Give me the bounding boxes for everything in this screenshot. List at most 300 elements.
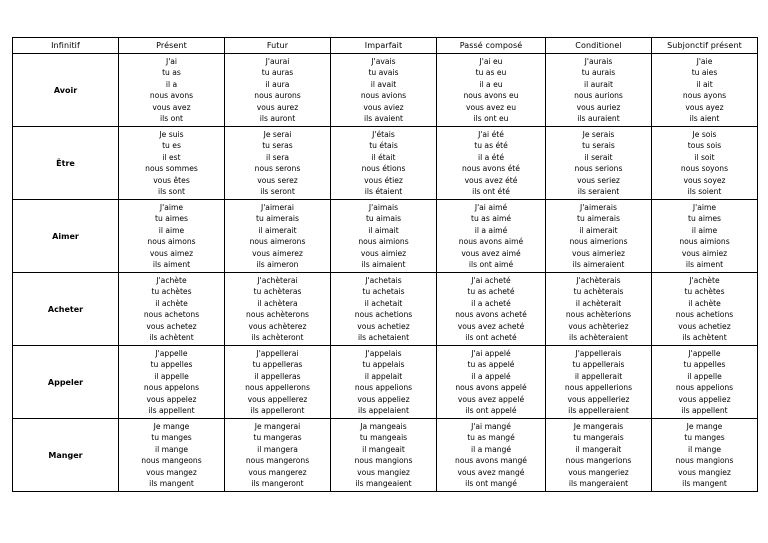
conjugated-form: il avait — [370, 79, 397, 89]
conjugated-form: tu as aimé — [470, 214, 512, 224]
conjugation-forms — [546, 201, 651, 271]
conjugation-forms — [652, 55, 757, 125]
conjugated-form: il a eu — [479, 79, 503, 89]
table-row — [13, 200, 758, 273]
conjugated-form: ils appellent — [681, 405, 728, 415]
conjugated-form: il achète — [155, 298, 188, 308]
conjugated-form: vous avez aimé — [461, 248, 521, 258]
conjugated-form: tu mangeras — [253, 433, 302, 443]
cell-present — [119, 200, 225, 273]
conjugated-form: J'achetais — [365, 276, 402, 285]
conjugated-form: J'aurais — [584, 57, 613, 66]
conjugated-form: il mangeait — [362, 444, 405, 454]
conjugated-form: tu aimais — [365, 214, 402, 224]
conjugated-form: nous aurons — [254, 91, 301, 101]
conjugated-form: vous achèteriez — [568, 321, 629, 331]
conjugated-form: vous achetez — [146, 321, 197, 331]
conjugated-form: ils achètent — [682, 332, 727, 342]
conjugated-form: ils appelaient — [358, 405, 409, 415]
conjugated-form: il mangera — [257, 444, 298, 454]
infinitive-cell: Être — [13, 127, 119, 200]
conjugation-forms — [437, 420, 545, 490]
conjugated-form: vous mangiez — [678, 467, 731, 477]
conjugated-form: vous mangerez — [248, 467, 307, 477]
conjugated-form: Je mange — [153, 422, 190, 431]
conjugated-form: il soit — [694, 152, 715, 162]
conjugated-form: J'achète — [156, 276, 187, 285]
conjugation-forms — [652, 347, 757, 417]
conjugation-forms — [119, 274, 224, 344]
conjugated-form: Je sois — [692, 130, 717, 139]
conjugated-form: ils ont eu — [473, 113, 509, 123]
conjugated-form: nous étions — [361, 164, 406, 174]
cell-imparfait — [331, 273, 437, 346]
conjugated-form: nous aimerons — [249, 237, 306, 247]
cell-subjonctif — [652, 273, 758, 346]
conjugated-form: tu manges — [684, 433, 725, 443]
conjugated-form: il appelle — [687, 371, 722, 381]
conjugated-form: tu as acheté — [467, 287, 515, 297]
conjugated-form: tu aurais — [581, 68, 616, 78]
conjugated-form: Je suis — [159, 130, 184, 139]
conjugation-sheet — [12, 37, 757, 492]
conjugated-form: ils seraient — [577, 186, 620, 196]
cell-imparfait — [331, 54, 437, 127]
conjugated-form: tu achètes — [684, 287, 725, 297]
conjugated-form: tu manges — [151, 433, 192, 443]
conjugated-form: tu appelles — [683, 360, 726, 370]
cell-passe-compose — [437, 273, 546, 346]
conjugation-forms — [225, 128, 330, 198]
conjugated-form: Je mangerais — [573, 422, 624, 431]
conjugated-form: ils aimeron — [256, 259, 299, 269]
conjugation-forms — [546, 347, 651, 417]
conjugated-form: nous appellerons — [245, 383, 310, 393]
conjugated-form: vous étiez — [364, 175, 403, 185]
conjugated-form: ils aient — [689, 113, 720, 123]
conjugated-form: vous avez eu — [465, 102, 517, 112]
conjugation-forms — [225, 274, 330, 344]
conjugated-form: J'ai aimé — [474, 203, 508, 212]
conjugated-form: ils ont appelé — [465, 405, 517, 415]
conjugated-form: il a appelé — [471, 371, 511, 381]
conjugated-form: vous avez acheté — [457, 321, 525, 331]
conjugated-form: ils mangeraient — [568, 478, 629, 488]
conjugated-form: vous ayez — [685, 102, 724, 112]
conjugation-forms — [437, 201, 545, 271]
conjugated-form: vous aimiez — [681, 248, 728, 258]
conjugated-form: il mangerait — [575, 444, 622, 454]
conjugated-form: tu auras — [261, 68, 294, 78]
conjugated-form: tu mangerais — [573, 433, 624, 443]
conjugated-form: nous appellerions — [564, 383, 633, 393]
conjugated-form: nous aimions — [679, 237, 730, 247]
conjugation-forms — [225, 201, 330, 271]
conjugated-form: tu appelais — [362, 360, 405, 370]
conjugated-form: il a mangé — [470, 444, 512, 454]
conjugated-form: ils aiment — [685, 259, 724, 269]
cell-imparfait — [331, 419, 437, 492]
header-present: Présent — [119, 38, 225, 54]
conjugated-form: ils mangent — [149, 478, 194, 488]
infinitive-cell: Aimer — [13, 200, 119, 273]
conjugated-form: ils achèteraient — [569, 332, 628, 342]
conjugated-form: tu appelleras — [252, 360, 303, 370]
conjugated-form: nous mangeons — [141, 456, 202, 466]
conjugated-form: vous mangiez — [357, 467, 410, 477]
conjugated-form: J'aie — [696, 57, 713, 66]
conjugation-forms — [225, 347, 330, 417]
conjugated-form: tu mangeais — [359, 433, 408, 443]
conjugated-form: nous appelons — [143, 383, 200, 393]
conjugated-form: tu appellerais — [572, 360, 625, 370]
conjugated-form: J'aime — [692, 203, 717, 212]
conjugated-form: nous mangions — [354, 456, 413, 466]
conjugation-forms — [546, 128, 651, 198]
header-infinitif: Infinitif — [13, 38, 119, 54]
cell-subjonctif — [652, 54, 758, 127]
header-subjonctif: Subjonctif présent — [652, 38, 758, 54]
conjugated-form: ils soient — [687, 186, 722, 196]
cell-present — [119, 127, 225, 200]
conjugated-form: ils appellent — [148, 405, 195, 415]
conjugated-form: J'ai été — [478, 130, 504, 139]
conjugated-form: Je mangerai — [254, 422, 301, 431]
conjugated-form: J'appellerai — [256, 349, 299, 358]
conjugated-form: vous appellerez — [247, 394, 308, 404]
conjugated-form: tu serais — [582, 141, 615, 151]
conjugated-form: J'appellerais — [575, 349, 622, 358]
conjugated-form: tu es — [162, 141, 181, 151]
conjugated-form: vous auriez — [576, 102, 621, 112]
conjugated-form: ils achètent — [149, 332, 194, 342]
conjugated-form: vous avez — [152, 102, 191, 112]
conjugated-form: il achète — [688, 298, 721, 308]
conjugated-form: ils ont été — [472, 186, 510, 196]
conjugated-form: vous serez — [257, 175, 298, 185]
conjugated-form: nous avions — [360, 91, 407, 101]
conjugated-form: nous avons aimé — [458, 237, 524, 247]
conjugated-form: il appellerait — [574, 371, 623, 381]
conjugated-form: tu aimerais — [577, 214, 620, 224]
conjugated-form: il appelleras — [254, 371, 301, 381]
conjugated-form: J'étais — [372, 130, 395, 139]
conjugation-forms — [437, 274, 545, 344]
conjugated-form: vous aimerez — [252, 248, 303, 258]
conjugated-form: tu aies — [691, 68, 718, 78]
cell-present — [119, 346, 225, 419]
conjugated-form: nous achèterons — [246, 310, 309, 320]
conjugated-form: nous avons appelé — [455, 383, 527, 393]
conjugation-forms — [119, 128, 224, 198]
conjugation-forms — [652, 274, 757, 344]
conjugated-form: ils ont — [159, 113, 184, 123]
cell-subjonctif — [652, 200, 758, 273]
conjugation-forms — [652, 128, 757, 198]
table-row — [13, 419, 758, 492]
cell-present — [119, 273, 225, 346]
conjugated-form: ils ont mangé — [465, 478, 517, 488]
conjugation-forms — [546, 55, 651, 125]
conjugated-form: tu aimerais — [256, 214, 299, 224]
conjugated-form: J'aurai — [265, 57, 290, 66]
conjugation-forms — [652, 420, 757, 490]
conjugated-form: vous aimez — [149, 248, 194, 258]
conjugated-form: Ja mangeais — [360, 422, 407, 431]
conjugated-form: vous aurez — [256, 102, 299, 112]
conjugated-form: J'ai acheté — [471, 276, 511, 285]
cell-conditionel — [546, 127, 652, 200]
conjugated-form: il a — [165, 79, 178, 89]
conjugation-forms — [437, 347, 545, 417]
conjugated-form: vous aviez — [363, 102, 404, 112]
infinitive-cell: Manger — [13, 419, 119, 492]
conjugated-form: tu avais — [368, 68, 399, 78]
conjugation-forms — [331, 128, 436, 198]
conjugated-form: il aime — [691, 225, 718, 235]
conjugation-forms — [546, 420, 651, 490]
conjugated-form: vous achèterez — [248, 321, 307, 331]
conjugated-form: tu aimes — [688, 214, 721, 224]
conjugated-form: nous avons mangé — [455, 456, 527, 466]
conjugated-form: nous avons été — [462, 164, 520, 174]
cell-passe-compose — [437, 200, 546, 273]
conjugated-form: tu achèteras — [253, 287, 302, 297]
conjugated-form: vous soyez — [683, 175, 726, 185]
conjugated-form: J'ai appelé — [471, 349, 511, 358]
conjugated-form: ils aiment — [152, 259, 191, 269]
conjugated-form: il a aimé — [474, 225, 508, 235]
conjugated-form: nous serions — [574, 164, 623, 174]
conjugated-form: ils mangent — [682, 478, 727, 488]
conjugated-form: il aime — [158, 225, 185, 235]
cell-imparfait — [331, 346, 437, 419]
conjugation-forms — [119, 347, 224, 417]
conjugated-form: vous avez été — [464, 175, 518, 185]
conjugated-form: Je mange — [686, 422, 723, 431]
conjugated-form: vous achetiez — [678, 321, 731, 331]
header-conditionel: Conditionel — [546, 38, 652, 54]
table-row — [13, 127, 758, 200]
conjugated-form: J'ai — [165, 57, 178, 66]
conjugated-form: J'achète — [689, 276, 720, 285]
conjugated-form: il achèterait — [575, 298, 622, 308]
conjugated-form: il sera — [265, 152, 290, 162]
conjugated-form: ils sont — [158, 186, 185, 196]
cell-passe-compose — [437, 127, 546, 200]
infinitive-cell: Acheter — [13, 273, 119, 346]
conjugated-form: tu achètes — [151, 287, 192, 297]
conjugated-form: il appelait — [364, 371, 403, 381]
conjugation-forms — [331, 420, 436, 490]
cell-futur — [225, 419, 331, 492]
conjugation-forms — [437, 55, 545, 125]
conjugated-form: il achètera — [257, 298, 298, 308]
conjugated-form: nous aimons — [147, 237, 196, 247]
conjugated-form: tu achetais — [362, 287, 405, 297]
conjugated-form: vous appelleriez — [567, 394, 630, 404]
conjugated-form: il a été — [477, 152, 505, 162]
conjugated-form: tu as appelé — [467, 360, 515, 370]
conjugated-form: J'ai eu — [479, 57, 503, 66]
conjugated-form: vous seriez — [577, 175, 620, 185]
conjugated-form: il était — [371, 152, 396, 162]
conjugated-form: J'achèterais — [576, 276, 621, 285]
conjugated-form: ils étaient — [364, 186, 403, 196]
cell-futur — [225, 273, 331, 346]
cell-futur — [225, 200, 331, 273]
conjugated-form: nous aimerions — [569, 237, 628, 247]
conjugated-form: vous aimiez — [360, 248, 407, 258]
cell-passe-compose — [437, 346, 546, 419]
conjugated-form: nous achetions — [675, 310, 734, 320]
conjugated-form: nous avons eu — [463, 91, 519, 101]
cell-conditionel — [546, 346, 652, 419]
cell-subjonctif — [652, 127, 758, 200]
conjugated-form: il aimerait — [579, 225, 618, 235]
conjugated-form: il serait — [584, 152, 613, 162]
conjugated-form: tu aimes — [155, 214, 188, 224]
conjugated-form: tu appelles — [150, 360, 193, 370]
conjugated-form: J'appelais — [365, 349, 402, 358]
conjugated-form: J'ai mangé — [471, 422, 511, 431]
conjugation-forms — [546, 274, 651, 344]
conjugated-form: Je serai — [263, 130, 292, 139]
conjugated-form: ils appelleraient — [568, 405, 629, 415]
conjugated-form: il aimait — [368, 225, 399, 235]
conjugated-form: J'appelle — [688, 349, 721, 358]
conjugated-form: vous appelez — [146, 394, 197, 404]
conjugated-form: J'aime — [159, 203, 184, 212]
conjugated-form: nous mangerons — [245, 456, 310, 466]
cell-conditionel — [546, 200, 652, 273]
cell-present — [119, 54, 225, 127]
conjugated-form: nous achetons — [143, 310, 200, 320]
conjugated-form: ils achetaient — [357, 332, 410, 342]
header-futur: Futur — [225, 38, 331, 54]
conjugated-form: tu étais — [369, 141, 398, 151]
conjugated-form: vous appeliez — [678, 394, 731, 404]
conjugated-form: J'appelle — [155, 349, 188, 358]
conjugated-form: nous avons — [149, 91, 194, 101]
conjugated-form: J'aimerais — [579, 203, 617, 212]
cell-present — [119, 419, 225, 492]
conjugated-form: il aimerait — [258, 225, 297, 235]
conjugated-form: ils aimaient — [361, 259, 406, 269]
infinitive-cell: Appeler — [13, 346, 119, 419]
cell-subjonctif — [652, 419, 758, 492]
cell-conditionel — [546, 54, 652, 127]
cell-passe-compose — [437, 54, 546, 127]
conjugated-form: il achetait — [364, 298, 403, 308]
conjugated-form: nous mangerions — [565, 456, 632, 466]
conjugated-form: ils avaient — [364, 113, 403, 123]
conjugated-form: Je serais — [582, 130, 615, 139]
conjugated-form: ils auraient — [577, 113, 620, 123]
conjugated-form: nous mangions — [675, 456, 734, 466]
conjugated-form: nous appelions — [354, 383, 413, 393]
cell-subjonctif — [652, 346, 758, 419]
conjugated-form: ils ont acheté — [465, 332, 517, 342]
cell-futur — [225, 54, 331, 127]
conjugated-form: vous avez appelé — [457, 394, 525, 404]
conjugation-forms — [119, 420, 224, 490]
conjugation-forms — [331, 274, 436, 344]
conjugated-form: nous achetions — [354, 310, 413, 320]
conjugated-form: vous avez mangé — [457, 467, 525, 477]
conjugated-form: ils ont aimé — [468, 259, 514, 269]
conjugated-form: il a acheté — [471, 298, 511, 308]
table-row — [13, 346, 758, 419]
conjugation-forms — [331, 55, 436, 125]
conjugated-form: nous ayons — [682, 91, 727, 101]
cell-passe-compose — [437, 419, 546, 492]
conjugated-form: tu as été — [474, 141, 508, 151]
conjugation-forms — [119, 55, 224, 125]
conjugation-forms — [119, 201, 224, 271]
conjugated-form: vous êtes — [153, 175, 190, 185]
conjugation-forms — [225, 420, 330, 490]
infinitive-cell: Avoir — [13, 54, 119, 127]
conjugated-form: vous mangez — [146, 467, 197, 477]
table-row — [13, 273, 758, 346]
conjugated-form: vous aimeriez — [571, 248, 626, 258]
conjugated-form: tous sois — [687, 141, 722, 151]
conjugated-form: nous aurions — [574, 91, 623, 101]
conjugated-form: il appelle — [154, 371, 189, 381]
conjugated-form: ils seront — [260, 186, 295, 196]
cell-imparfait — [331, 200, 437, 273]
conjugated-form: ils mangeaient — [355, 478, 412, 488]
conjugated-form: vous appeliez — [357, 394, 410, 404]
cell-imparfait — [331, 127, 437, 200]
conjugated-form: J'avais — [371, 57, 396, 66]
conjugation-forms — [331, 347, 436, 417]
conjugated-form: nous soyons — [680, 164, 729, 174]
conjugated-form: ils appelleront — [250, 405, 305, 415]
conjugated-form: il mange — [155, 444, 188, 454]
conjugated-form: ils auront — [259, 113, 296, 123]
conjugation-forms — [652, 201, 757, 271]
conjugated-form: nous appelions — [675, 383, 734, 393]
header-passe-compose: Passé composé — [437, 38, 546, 54]
conjugated-form: nous achèterions — [565, 310, 632, 320]
conjugated-form: nous sommes — [145, 164, 198, 174]
header-imparfait: Imparfait — [331, 38, 437, 54]
cell-conditionel — [546, 419, 652, 492]
conjugation-forms — [437, 128, 545, 198]
conjugated-form: J'aimerai — [260, 203, 295, 212]
conjugated-form: nous avons acheté — [455, 310, 527, 320]
header-row — [13, 38, 758, 54]
conjugated-form: vous mangeriez — [568, 467, 629, 477]
conjugated-form: nous aimions — [358, 237, 409, 247]
conjugated-form: il mange — [688, 444, 721, 454]
conjugated-form: tu as — [162, 68, 181, 78]
conjugated-form: ils achèteront — [251, 332, 304, 342]
conjugated-form: tu achèterais — [573, 287, 624, 297]
conjugated-form: J'achèterai — [257, 276, 298, 285]
conjugation-forms — [225, 55, 330, 125]
conjugated-form: il ait — [696, 79, 713, 89]
conjugation-forms — [331, 201, 436, 271]
conjugated-form: tu as mangé — [467, 433, 515, 443]
conjugated-form: il aurait — [584, 79, 613, 89]
table-row — [13, 54, 758, 127]
conjugated-form: J'aimais — [368, 203, 399, 212]
conjugated-form: nous serons — [254, 164, 301, 174]
conjugated-form: il est — [162, 152, 181, 162]
